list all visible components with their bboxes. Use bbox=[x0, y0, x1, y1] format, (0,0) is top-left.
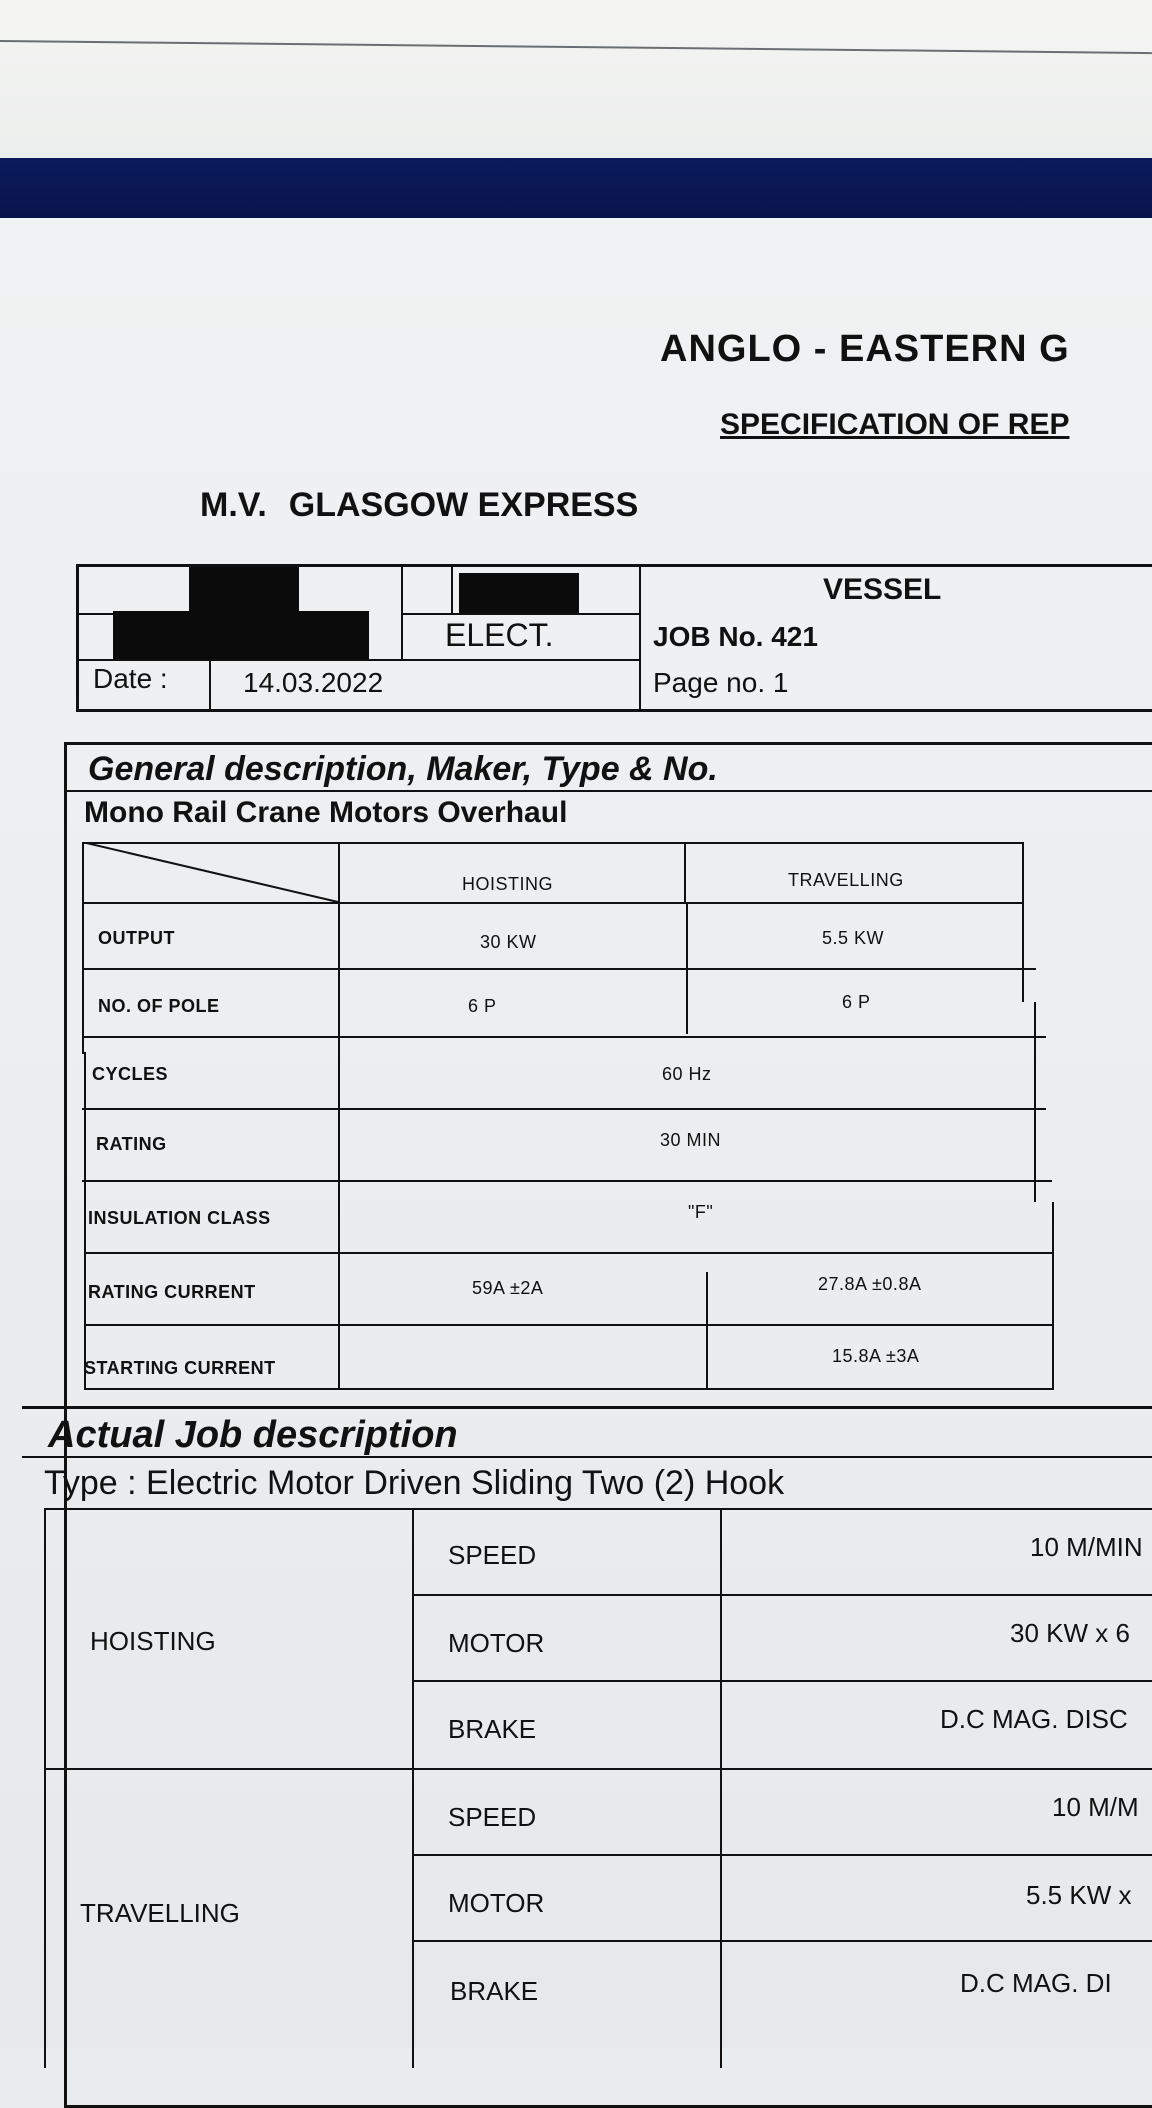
hoisting-motor-value: 30 KW x 6 bbox=[1010, 1618, 1130, 1648]
general-subtitle: Mono Rail Crane Motors Overhaul bbox=[84, 796, 568, 829]
row-label-output: OUTPUT bbox=[98, 928, 175, 948]
row-divider bbox=[84, 1324, 1054, 1326]
document-sheet bbox=[0, 218, 1152, 2048]
row-divider bbox=[84, 1388, 1054, 1390]
vessel-label: VESSEL bbox=[823, 573, 942, 606]
column-header-travelling: TRAVELLING bbox=[788, 870, 904, 890]
general-section-title: General description, Maker, Type & No. bbox=[88, 750, 718, 788]
document-subtitle: SPECIFICATION OF REP bbox=[720, 408, 1070, 441]
row-divider bbox=[82, 1180, 1052, 1182]
hoisting-motor-label: MOTOR bbox=[448, 1628, 545, 1658]
vessel-name: GLASGOW EXPRESS bbox=[288, 486, 639, 524]
header-date-rule bbox=[79, 659, 639, 661]
table-border bbox=[84, 1052, 86, 1390]
header-inner-divider bbox=[401, 567, 403, 659]
table-border bbox=[44, 1508, 46, 2068]
travelling-motor-value: 5.5 KW x bbox=[1026, 1880, 1132, 1910]
column-divider bbox=[706, 1272, 708, 1390]
row-divider bbox=[412, 1940, 1152, 1942]
rating-value: 30 MIN bbox=[660, 1130, 722, 1150]
row-divider bbox=[84, 1252, 1054, 1254]
group-hoisting: HOISTING bbox=[90, 1626, 216, 1656]
travelling-motor-label: MOTOR bbox=[448, 1888, 545, 1918]
travelling-speed-label: SPEED bbox=[448, 1802, 537, 1832]
column-divider bbox=[684, 842, 686, 904]
table-border bbox=[1022, 842, 1024, 1002]
actual-title-rule bbox=[22, 1456, 1152, 1458]
row-label-rating-current: RATING CURRENT bbox=[88, 1282, 256, 1302]
vessel-prefix: M.V. bbox=[200, 486, 267, 524]
job-number: JOB No. 421 bbox=[653, 621, 818, 652]
row-label-poles: NO. OF POLE bbox=[98, 996, 220, 1016]
insulation-value: "F" bbox=[688, 1202, 714, 1222]
department-label: ELECT. bbox=[445, 617, 554, 653]
row-divider bbox=[82, 1036, 1046, 1038]
motor-spec-table bbox=[72, 828, 1084, 1390]
hoisting-brake-value: D.C MAG. DISC bbox=[940, 1704, 1128, 1734]
header-right-rule bbox=[401, 613, 639, 615]
group-travelling: TRAVELLING bbox=[80, 1898, 240, 1928]
redaction-block bbox=[459, 573, 579, 613]
column-divider bbox=[338, 842, 340, 1390]
row-divider bbox=[412, 1854, 1152, 1856]
header-box bbox=[76, 564, 1152, 712]
row-divider bbox=[412, 1680, 1152, 1682]
redaction-block bbox=[189, 567, 299, 613]
company-title: ANGLO - EASTERN G bbox=[660, 328, 1070, 370]
row-divider bbox=[44, 1768, 1152, 1770]
header-inner-divider-2 bbox=[451, 567, 453, 613]
table-border bbox=[1052, 1202, 1054, 1390]
top-sheet-rule bbox=[0, 40, 1152, 54]
rating-current-hoisting: 59A ±2A bbox=[472, 1278, 544, 1298]
travelling-speed-value: 10 M/M bbox=[1052, 1792, 1139, 1822]
column-divider bbox=[412, 1508, 414, 2068]
poles-hoisting: 6 P bbox=[468, 996, 497, 1016]
row-divider bbox=[44, 1508, 1152, 1510]
top-paper-sheet bbox=[0, 0, 1152, 168]
job-description-table bbox=[26, 1508, 1152, 2068]
row-divider bbox=[412, 1594, 1152, 1596]
travelling-brake-value: D.C MAG. DI bbox=[960, 1968, 1112, 1998]
cycles-value: 60 Hz bbox=[662, 1064, 712, 1084]
actual-section-rule bbox=[22, 1406, 1152, 1409]
row-label-starting-current: STARTING CURRENT bbox=[84, 1358, 276, 1378]
row-label-cycles: CYCLES bbox=[92, 1064, 169, 1084]
redaction-block bbox=[113, 611, 369, 659]
header-divider bbox=[639, 567, 641, 709]
row-divider bbox=[82, 1108, 1046, 1110]
output-hoisting: 30 KW bbox=[480, 932, 537, 952]
hoisting-speed-label: SPEED bbox=[448, 1540, 537, 1570]
poles-travelling: 6 P bbox=[842, 992, 871, 1012]
corner-diagonal bbox=[82, 842, 340, 904]
table-border bbox=[1034, 1002, 1036, 1202]
job-type-line: Type : Electric Motor Driven Sliding Two (2) Hook bbox=[44, 1464, 785, 1502]
starting-current-travelling: 15.8A ±3A bbox=[832, 1346, 920, 1366]
row-label-rating: RATING bbox=[96, 1134, 167, 1154]
rating-current-travelling: 27.8A ±0.8A bbox=[818, 1274, 922, 1294]
vessel-name-line bbox=[200, 486, 660, 525]
header-date-divider bbox=[209, 659, 211, 709]
general-title-rule bbox=[64, 790, 1152, 792]
output-travelling: 5.5 KW bbox=[822, 928, 885, 948]
column-divider bbox=[720, 1508, 722, 2068]
row-divider bbox=[82, 968, 1036, 970]
date-value: 14.03.2022 bbox=[243, 667, 384, 698]
hoisting-brake-label: BRAKE bbox=[448, 1714, 537, 1744]
date-label: Date : bbox=[93, 663, 168, 694]
travelling-brake-label: BRAKE bbox=[450, 1976, 539, 2006]
column-header-hoisting: HOISTING bbox=[462, 874, 554, 894]
blue-folder-band bbox=[0, 158, 1152, 226]
actual-section-title: Actual Job description bbox=[48, 1414, 458, 1456]
row-label-insulation: INSULATION CLASS bbox=[88, 1208, 271, 1228]
hoisting-speed-value: 10 M/MIN bbox=[1030, 1532, 1143, 1562]
page-number: Page no. 1 bbox=[653, 667, 789, 698]
